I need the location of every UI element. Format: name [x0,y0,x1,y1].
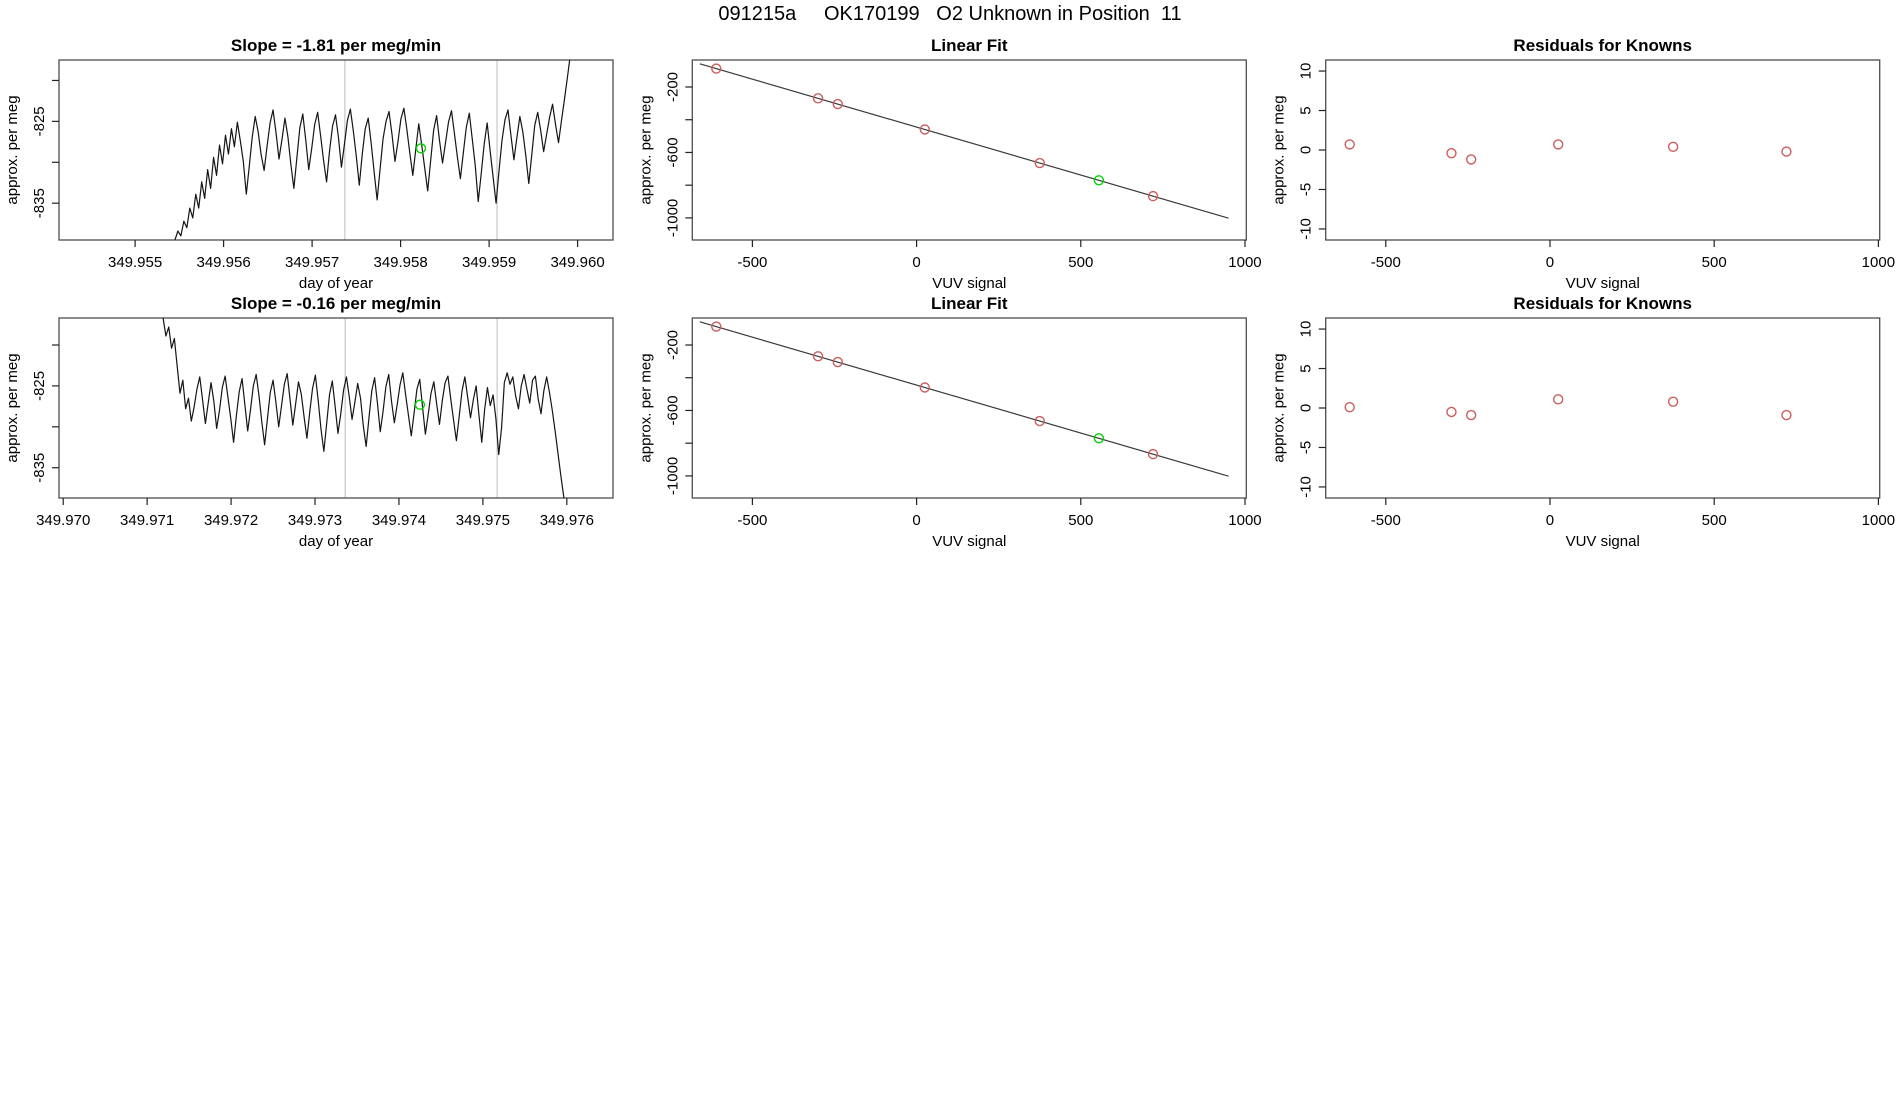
panel-fit-top [637,36,1261,292]
panel-data [163,318,569,533]
y-tick-label: -825 [31,370,48,401]
x-axis-label: VUV signal [932,275,1007,292]
panel-slope-bottom [4,294,613,550]
y-tick-label: -835 [31,452,48,483]
x-tick-label: 1000 [1861,254,1896,271]
y-tick-label: -5 [1297,440,1315,455]
panel-title: Slope = -1.81 per meg/min [230,36,442,55]
panel-title: Residuals for Knowns [1513,36,1692,55]
known-sample-point [1669,142,1678,151]
x-tick-label: 0 [1545,512,1555,529]
x-tick-label: 349.971 [120,512,175,529]
x-tick-label: 349.958 [373,254,428,271]
x-tick-label: 500 [1701,512,1727,529]
known-sample-point [1554,395,1563,404]
known-sample-point [1554,140,1563,149]
panel-border [1326,60,1880,240]
x-axis-label: day of year [298,533,374,550]
y-tick-label: -835 [31,188,48,219]
x-tick-label: 1000 [1861,512,1896,529]
y-tick-label: -825 [31,106,48,137]
x-axis-label: VUV signal [1565,275,1640,292]
x-tick-label: 1000 [1228,254,1262,271]
panel-data [700,64,1229,218]
x-tick-label: -500 [737,254,768,271]
unknown-sample-point [416,144,425,153]
time-series-line [163,318,569,533]
y-axis-label: approx. per meg [1270,353,1288,463]
panel-title: Linear Fit [931,294,1008,313]
x-tick-label: 349.974 [371,512,427,529]
y-axis-label: approx. per meg [637,95,655,205]
panel-data [700,322,1229,476]
panel-data [1345,140,1791,164]
y-tick-label: -200 [664,71,682,103]
panel-border [59,60,613,240]
x-tick-label: 500 [1701,254,1727,271]
x-tick-label: 349.955 [107,254,163,271]
x-tick-label: 0 [912,254,921,271]
panel-border [692,60,1246,240]
x-tick-label: 349.976 [539,512,594,529]
known-sample-point [1669,397,1678,406]
known-sample-point [1345,140,1354,149]
x-tick-label: -500 [737,512,768,529]
y-axis-label: approx. per meg [1270,95,1288,205]
y-tick-label: -5 [1297,182,1315,197]
x-tick-label: 500 [1068,512,1094,529]
panel-title: Residuals for Knowns [1513,294,1692,313]
x-tick-label: 349.957 [284,254,340,271]
panel-fit-bottom [637,294,1261,550]
x-tick-label: 349.956 [196,254,251,271]
x-tick-label: 349.959 [461,254,517,271]
x-tick-label: -500 [1370,254,1401,271]
panel-title: Slope = -0.16 per meg/min [230,294,442,313]
x-axis-label: VUV signal [932,533,1007,550]
x-tick-label: 0 [912,512,921,529]
y-tick-label: 0 [1297,403,1315,413]
panel-title: Linear Fit [931,36,1008,55]
panel-resid-top [1271,36,1895,292]
y-tick-label: 10 [1297,62,1315,80]
x-tick-label: 349.975 [455,512,511,529]
known-sample-point [1467,411,1476,420]
unknown-sample-point [415,400,424,409]
panel-border [692,318,1246,498]
y-tick-label: 0 [1297,145,1315,155]
y-tick-label: -200 [664,329,682,361]
known-sample-point [1467,155,1476,164]
y-tick-label: -10 [1297,218,1315,240]
y-tick-label: -10 [1297,476,1315,498]
y-tick-label: -600 [664,395,682,426]
panel-resid-bottom [1271,294,1895,550]
y-axis-label: approx. per meg [637,353,655,463]
panel-border [59,318,613,498]
x-tick-label: 1000 [1228,512,1262,529]
known-sample-point [1345,403,1354,412]
x-tick-label: 349.973 [287,512,343,529]
x-tick-label: 349.972 [203,512,259,529]
panel-slope-top [4,0,613,292]
panel-border [1326,318,1880,498]
known-sample-point [1782,411,1791,420]
known-sample-point [1447,407,1456,416]
x-axis-label: VUV signal [1565,533,1640,550]
y-tick-label: 10 [1297,320,1315,338]
known-sample-point [1447,149,1456,158]
x-tick-label: 0 [1545,254,1555,271]
y-tick-label: -1000 [664,198,682,238]
x-tick-label: -500 [1370,512,1401,529]
y-tick-label: -1000 [664,456,682,496]
y-tick-label: -600 [664,137,682,168]
x-tick-label: 349.960 [550,254,605,271]
y-axis-label: approx. per meg [4,353,21,463]
y-tick-label: 5 [1297,364,1315,373]
main-title: 091215a OK170199 O2 Unknown in Position 11 [718,3,1182,25]
x-axis-label: day of year [298,275,374,292]
panel-data [1345,395,1791,420]
y-tick-label: 5 [1297,106,1315,115]
known-sample-point [1782,147,1791,156]
x-tick-label: 349.970 [36,512,91,529]
x-tick-label: 500 [1068,254,1094,271]
y-axis-label: approx. per meg [4,95,21,205]
